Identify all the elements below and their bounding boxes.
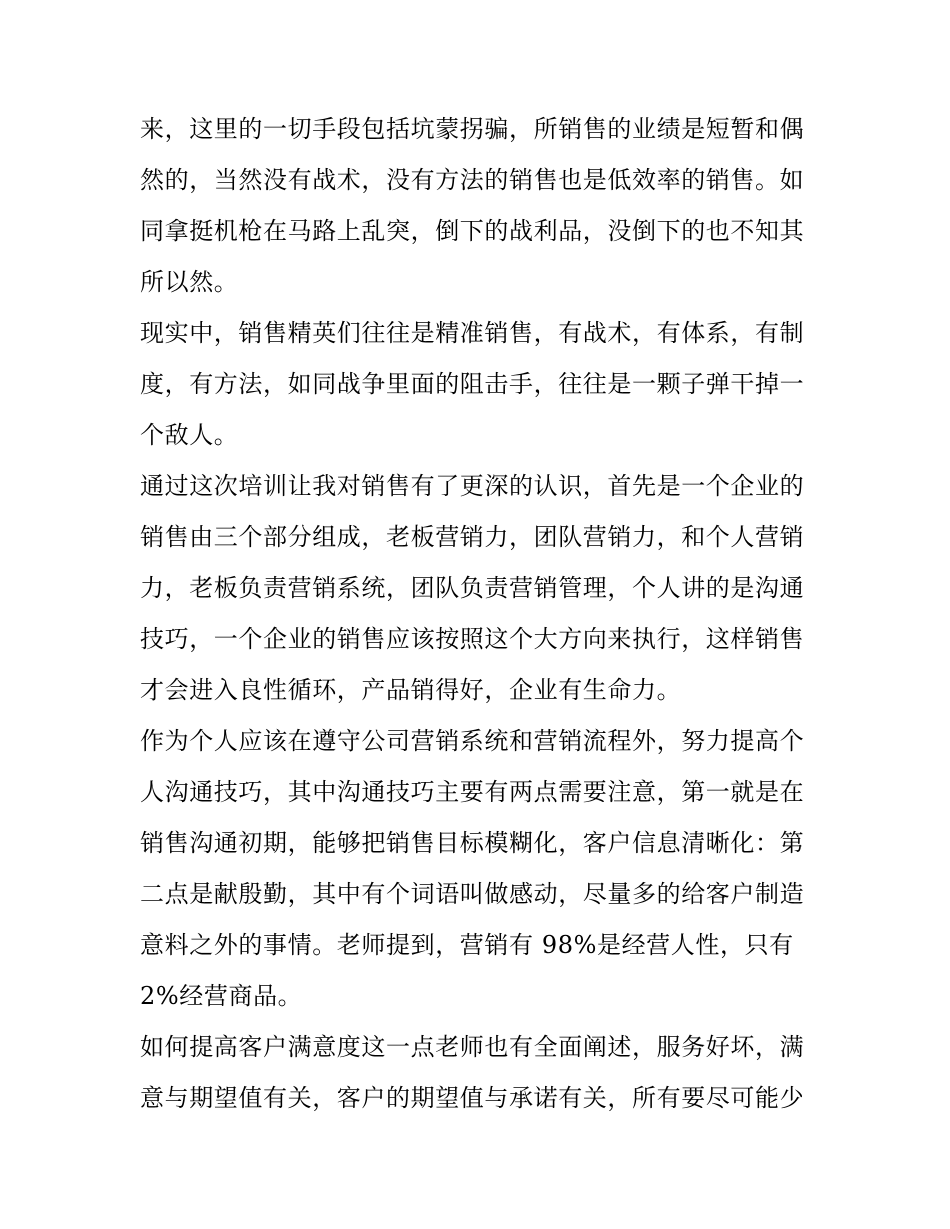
text-line: 意与期望值有关，客户的期望值与承诺有关，所有要尽可能少 bbox=[140, 1084, 805, 1112]
text-line: 意料之外的事情。老师提到，营销有 98%是经营人性，只有 bbox=[140, 931, 794, 959]
text-line: 2%经营商品。 bbox=[140, 982, 303, 1010]
text-line: 同拿挺机枪在马路上乱突，倒下的战利品，没倒下的也不知其 bbox=[140, 217, 805, 245]
text-line: 销售由三个部分组成，老板营销力，团队营销力，和个人营销 bbox=[140, 523, 805, 551]
text-line: 所以然。 bbox=[140, 268, 239, 296]
paragraph-1 bbox=[140, 104, 812, 308]
text-line: 现实中，销售精英们往往是精准销售，有战术，有体系，有制 bbox=[140, 319, 805, 347]
text-line: 才会进入良性循环，产品销得好，企业有生命力。 bbox=[140, 676, 682, 704]
paragraph-4 bbox=[140, 716, 812, 1022]
text-line: 技巧，一个企业的销售应该按照这个大方向来执行，这样销售 bbox=[140, 625, 805, 653]
text-line: 来，这里的一切手段包括坑蒙拐骗，所销售的业绩是短暂和偶 bbox=[140, 115, 805, 143]
text-line: 度，有方法，如同战争里面的阻击手，往往是一颗子弹干掉一 bbox=[140, 370, 805, 398]
document-body bbox=[140, 104, 812, 1124]
text-line: 如何提高客户满意度这一点老师也有全面阐述，服务好坏，满 bbox=[140, 1033, 805, 1061]
paragraph-2 bbox=[140, 308, 812, 461]
text-line: 销售沟通初期，能够把销售目标模糊化，客户信息清晰化：第 bbox=[140, 829, 805, 857]
paragraph-3 bbox=[140, 461, 812, 716]
text-line: 二点是献殷勤，其中有个词语叫做感动，尽量多的给客户制造 bbox=[140, 880, 805, 908]
text-line: 作为个人应该在遵守公司营销系统和营销流程外，努力提高个 bbox=[140, 727, 805, 755]
paragraph-5 bbox=[140, 1022, 812, 1124]
text-line: 通过这次培训让我对销售有了更深的认识，首先是一个企业的 bbox=[140, 472, 805, 500]
text-line: 人沟通技巧，其中沟通技巧主要有两点需要注意，第一就是在 bbox=[140, 778, 805, 806]
text-line: 个敌人。 bbox=[140, 421, 239, 449]
text-line: 然的，当然没有战术，没有方法的销售也是低效率的销售。如 bbox=[140, 166, 805, 194]
text-line: 力，老板负责营销系统，团队负责营销管理，个人讲的是沟通 bbox=[140, 574, 805, 602]
